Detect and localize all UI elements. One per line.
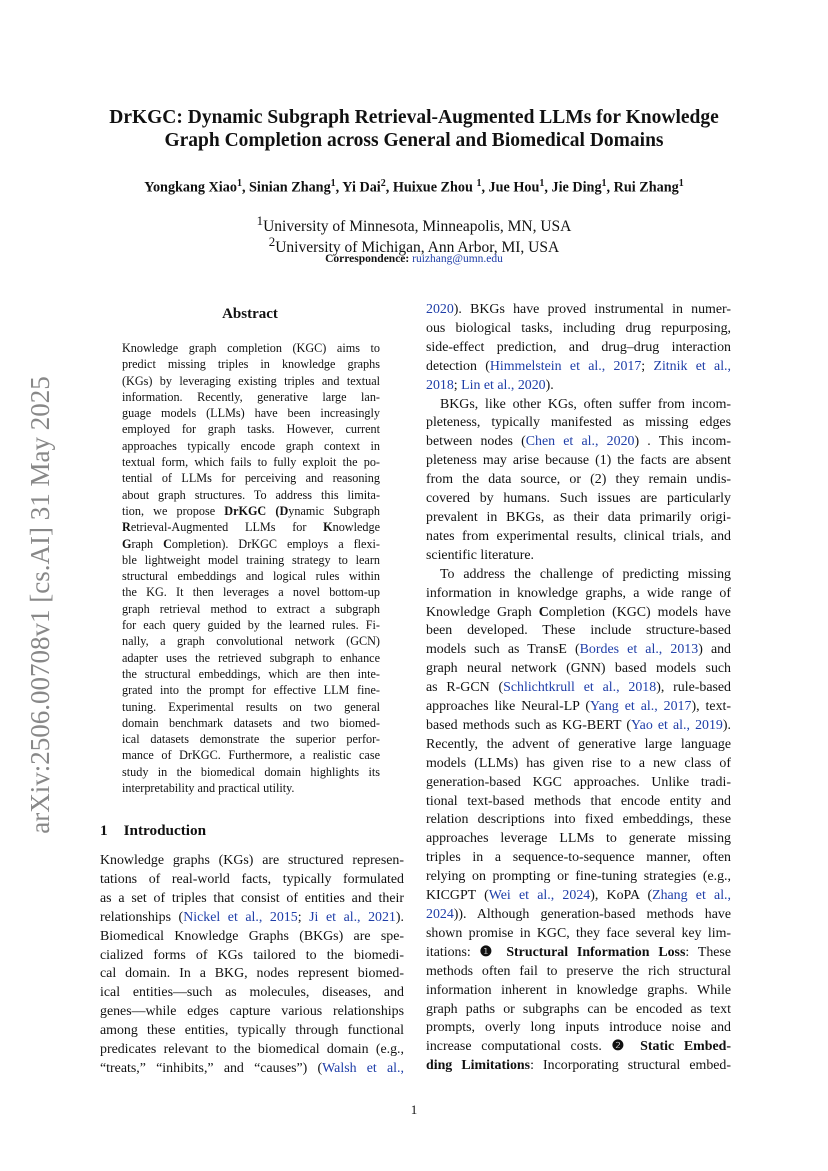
text-line: approaches leverage LLMs to generate missing: [426, 831, 731, 847]
text-line: prevalent in BKGs, as their data primarily origi-: [426, 509, 731, 525]
text-line: (KGs) by leveraging existing triples and textual: [122, 373, 380, 388]
citation-link[interactable]: 2020: [426, 302, 454, 317]
text-line: among these entities, typically through functional: [100, 1023, 404, 1039]
bold-text: R: [122, 520, 131, 535]
text-line: relying on prompting or fine-tuning strategies (e.g.,: [426, 869, 731, 885]
author-name: Jie Ding: [551, 179, 602, 196]
author-affiliation-mark: 1: [236, 178, 242, 189]
section-heading: [100, 822, 222, 840]
citation-link[interactable]: Wei et al., 2024: [488, 888, 591, 904]
text-line: triples in a sequence-to-sequence manner, often: [426, 850, 731, 866]
text-line: textual form, which fails to fully exploit the po-: [122, 455, 380, 470]
text-line: covered by humans. Such issues are particularly: [426, 491, 731, 507]
text-line: between nodes (Chen et al., 2020) . This incom-: [426, 434, 731, 450]
citation-link[interactable]: Nickel et al., 2015: [183, 909, 298, 925]
author-name: Rui Zhang: [613, 179, 679, 196]
text-line: employed for graph tasks. However, current: [122, 422, 380, 437]
text-line: approaches like Neural-LP (Yang et al., 2017), text-: [426, 699, 731, 715]
text-line: domain benchmark datasets and two biomed-: [122, 715, 380, 730]
paper-title: [80, 106, 748, 152]
text-line: interpretability and practical utility.: [122, 781, 295, 796]
citation-link[interactable]: Chen et al., 2020: [525, 434, 635, 450]
citation-link[interactable]: Bordes et al., 2013: [579, 642, 699, 658]
text-line: approaches typically encode graph context in: [122, 438, 380, 453]
text-line: relationships (Nickel et al., 2015; Ji et al., 2021).: [100, 909, 404, 925]
correspondence-email-link[interactable]: ruizhang@umn.edu: [412, 253, 503, 265]
bold-text: DrKGC (D: [224, 503, 289, 518]
text-line: cal domain. In a BKG, nodes represent biomed-: [100, 966, 404, 982]
citation-link[interactable]: Walsh et al.,: [322, 1060, 404, 1076]
text-line: “treats,” “inhibits,” and “causes”) (Walsh et al.,: [100, 1060, 404, 1076]
text-line: structural embeddings and logical rules within: [122, 569, 380, 584]
citation-link[interactable]: Himmelstein et al., 2017: [489, 358, 642, 374]
text-line: tations of real-world facts, typically formulated: [100, 871, 404, 887]
text-line: for each query guided by the learned rules. Fi-: [122, 618, 380, 633]
author-name: Yi Dai: [342, 179, 381, 196]
text-line: grated into the prompt for effective LLM fine-: [122, 683, 380, 698]
author-affiliation-mark: 1: [539, 178, 545, 189]
author-affiliation-mark: 1: [601, 178, 607, 189]
text-line: side-effect prediction, and drug–drug interaction: [426, 339, 731, 355]
text-line: nally, a graph convolutional network (GCN): [122, 634, 380, 649]
citation-link[interactable]: Lin et al., 2020: [461, 377, 546, 393]
bold-text: ❷ Static Embed-: [611, 1039, 731, 1055]
citation-link[interactable]: 2018: [426, 377, 454, 393]
author-name: Huixue Zhou: [392, 179, 477, 196]
text-line: Knowledge graphs (KGs) are structured represen-: [100, 853, 404, 868]
text-line: mance of DrKGC. Furthermore, a realistic case: [122, 748, 380, 763]
title-line-2: Graph Completion across General and Biomedical Domains: [164, 130, 664, 151]
citation-link[interactable]: Zitnik et al.,: [653, 358, 731, 374]
left-column-text: [100, 852, 404, 1079]
citation-link[interactable]: Schlichtkrull et al., 2018: [503, 680, 657, 696]
text-line: increase computational costs. ❷ Static Embed-: [426, 1039, 731, 1055]
text-line: generation-based KGC approaches. Unlike tradi-: [426, 774, 731, 790]
text-line: relation descriptions into fixed embeddings, these: [426, 812, 731, 828]
text-line: the structural embeddings, which are then inte-: [122, 666, 380, 681]
citation-link[interactable]: Yang et al., 2017: [590, 699, 692, 715]
text-line: tional text-based methods that encode entity and: [426, 793, 731, 809]
text-line: pleteness, typically manifested as missing edges: [426, 415, 731, 431]
arxiv-stamp-text: arXiv:2506.00708v1 [cs.AI] 31 May 2025: [25, 376, 55, 834]
correspondence: [100, 253, 728, 265]
text-line: tuning. Experimental results on two general: [122, 699, 380, 714]
page-number: 1: [410, 1102, 418, 1117]
author-name: Jue Hou: [488, 179, 540, 196]
text-line: the KG. It then leverages a novel bottom-up: [122, 585, 380, 600]
text-line: ical entities—such as molecules, diseases, and: [100, 985, 404, 1001]
abstract-heading: Abstract: [222, 306, 278, 322]
text-line: adapter uses the retrieved subgraph to enhance: [122, 650, 380, 665]
text-line: graph paths or subgraphs can be encoded as text: [426, 1001, 731, 1017]
text-line: 2024)). Although generation-based methods have: [426, 907, 731, 922]
text-line: predicates relevant to the biomedical domain (e.g.,: [100, 1042, 404, 1058]
text-line: based methods such as KG-BERT (Yao et al., 2019).: [426, 717, 731, 733]
bold-text: C: [538, 604, 549, 620]
bold-text: C: [163, 536, 172, 551]
affiliation-mark: 2: [268, 234, 276, 249]
text-line: study in the biomedical domain highlights its: [122, 764, 380, 779]
text-line: genes—while edges capture various relationships: [100, 1004, 404, 1020]
citation-link[interactable]: 2024: [426, 907, 454, 922]
affiliation-mark: 1: [256, 213, 264, 228]
arxiv-stamp: [22, 360, 58, 850]
citation-link[interactable]: Ji et al., 2021: [309, 909, 396, 925]
text-line: cialized forms of KGs tailored to the biomedi-: [100, 947, 404, 963]
text-line: as a set of triples that consist of entities and their: [100, 890, 404, 906]
text-line: methods often fail to preserve the rich structural: [426, 963, 731, 979]
text-line: as R-GCN (Schlichtkrull et al., 2018), rule-based: [426, 680, 731, 696]
text-line: Knowledge graph completion (KGC) aims to: [122, 341, 380, 355]
author-list: Yongkang Xiao$^1$, Sinian Zhang$^1$, Yi Dai$^2$, Huixue Zhou $^1$, Jue Hou$^1$, Jie Ding$^1$, Rui Zhang$^1$: [144, 178, 684, 196]
section-title: Introduction: [123, 822, 207, 839]
text-line: tion, we propose DrKGC (Dynamic Subgraph: [122, 503, 380, 518]
text-line: Recently, the advent of generative large language: [426, 736, 731, 752]
right-column-text: [426, 301, 731, 1076]
text-line: prompts, overly long inputs introduce noise and: [426, 1020, 731, 1036]
text-line: tential of LLMs for perceiving and reasoning: [122, 471, 380, 486]
text-line: shown promise in KGC, they face several key lim-: [426, 925, 731, 941]
author-affiliation-mark: 1: [476, 178, 482, 189]
text-line: Biomedical Knowledge Graphs (BKGs) are spe-: [100, 928, 404, 944]
author-affiliation-mark: 1: [678, 178, 684, 189]
author-affiliation-mark: 1: [330, 178, 336, 189]
text-line: information. Recently, generative large lan-: [122, 389, 380, 404]
text-line: Graph Completion). DrKGC employs a flexi-: [122, 536, 380, 551]
text-line: ble lightweight model training strategy to learn: [122, 552, 380, 567]
abstract-body: [122, 340, 380, 796]
text-line: information in knowledge graphs, a wide range of: [426, 585, 731, 601]
text-line: information inherent in knowledge graphs. While: [426, 982, 731, 998]
text-line: models such as TransE (Bordes et al., 2013) and: [426, 642, 731, 658]
affiliation-text: University of Minnesota, Minneapolis, MN, USA: [263, 218, 572, 236]
text-line: KICGPT (Wei et al., 2024), KoPA (Zhang et al.,: [426, 888, 731, 904]
text-line: Retrieval-Augmented LLMs for Knowledge: [122, 520, 380, 535]
text-line: nates from experimental results, clinical trials, and: [426, 528, 731, 544]
text-line: models (LLMs) has given rise to a new class of: [426, 755, 731, 771]
text-line: guage models (LLMs) have been increasingly: [122, 406, 380, 421]
text-line: detection (Himmelstein et al., 2017; Zitnik et al.,: [426, 358, 731, 374]
correspondence-label: Correspondence:: [325, 253, 410, 265]
bold-text: K: [323, 520, 333, 535]
text-line: Knowledge Graph Completion (KGC) models have: [426, 604, 731, 620]
text-line: 2020). BKGs have proved instrumental in numer-: [426, 302, 731, 317]
author-affiliation-mark: 2: [380, 178, 386, 189]
title-line-1: DrKGC: Dynamic Subgraph Retrieval-Augmented LLMs for Knowledge: [109, 107, 719, 128]
text-line: been developed. These include structure-based: [426, 623, 731, 639]
text-line: pleteness may arise because (1) the facts are absent: [426, 453, 731, 469]
text-line: 2018; Lin et al., 2020).: [426, 377, 554, 393]
bold-text: G: [122, 536, 132, 551]
text-line: predict missing triples in knowledge graphs: [122, 357, 380, 372]
text-line: graph neural network (GNN) based models such: [426, 661, 731, 677]
text-line: from the data source, or (2) they remain undis-: [426, 472, 731, 488]
text-line: ical datasets demonstrate the superior perfor-: [122, 732, 380, 747]
author-name: Sinian Zhang: [249, 179, 331, 196]
text-line: To address the challenge of predicting missing: [440, 566, 731, 582]
section-number: 1: [100, 822, 108, 839]
affiliation-text: University of Michigan, Ann Arbor, MI, USA: [275, 239, 560, 257]
text-line: scientific literature.: [426, 547, 534, 563]
text-line: about graph structures. To address this limita-: [122, 487, 380, 502]
citation-link[interactable]: Zhang et al.,: [652, 888, 731, 904]
text-line: ous biological tasks, including drug repurposing,: [426, 320, 731, 336]
text-line: graph retrieval method to extract a subgraph: [122, 601, 380, 616]
citation-link[interactable]: Yao et al., 2019: [631, 717, 723, 733]
bold-text: ❶ Structural Information Loss: [479, 944, 686, 960]
text-line: BKGs, like other KGs, often suffer from incom-: [440, 396, 731, 412]
bold-text: ding Limitations: [426, 1058, 531, 1074]
text-line: ding Limitations: Incorporating structural embed-: [426, 1058, 732, 1074]
text-line: itations: ❶ Structural Information Loss: These: [426, 944, 731, 960]
author-name: Yongkang Xiao: [144, 179, 237, 196]
